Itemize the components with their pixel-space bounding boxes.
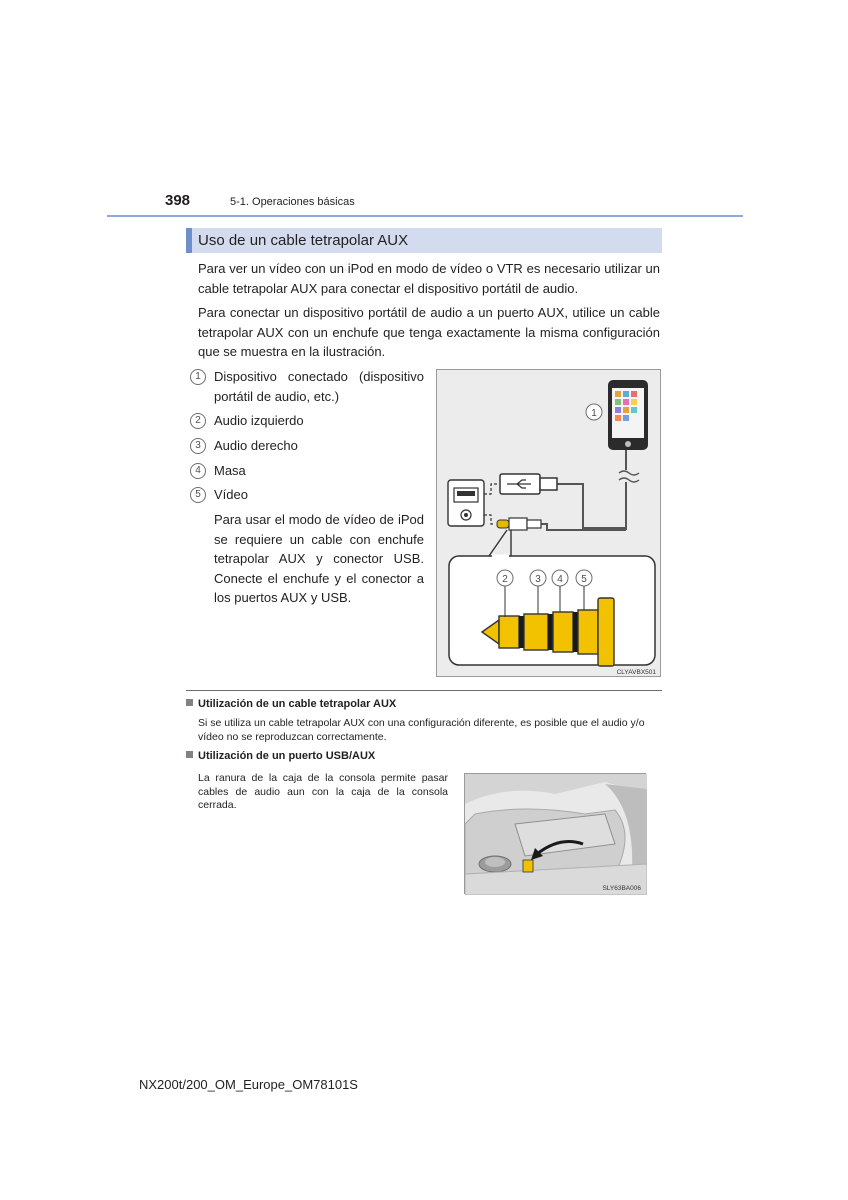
list-item-text: Audio derecho <box>214 438 298 453</box>
subsection-divider <box>186 690 662 691</box>
callout-number: 4 <box>190 463 206 479</box>
callout-number: 2 <box>190 413 206 429</box>
aux-cable-illustration <box>436 369 661 677</box>
subsection-text: Si se utiliza un cable tetrapolar AUX con una configuración diferente, es posible que el audio y/o vídeo no se reproduzcan correctamente. <box>198 717 645 743</box>
smartphone-icon <box>608 380 648 450</box>
callout-4-label: 4 <box>557 574 563 585</box>
list-item <box>190 411 426 431</box>
page-number: 398 <box>165 192 191 209</box>
bullet-square-icon <box>186 699 193 706</box>
callout-3-label: 3 <box>535 574 541 585</box>
list-item-text: Audio izquierdo <box>214 413 304 428</box>
subsection-title: Utilización de un puerto USB/AUX <box>198 750 376 762</box>
figure-code: SLY63BA006 <box>602 885 641 892</box>
callout-number: 5 <box>190 487 206 503</box>
list-item-text: Vídeo <box>214 487 248 502</box>
connect-paragraph: Para conectar un dispositivo portátil de audio a un puerto AUX, utilice un cable tetrapolar AUX con un enchufe que tenga exactamente la misma configuración que se muestra en la ilustración. <box>198 305 660 359</box>
list-item-text: Masa <box>214 463 246 478</box>
usb-aux-port-icon <box>448 480 484 526</box>
figure-code: CLYAVBX501 <box>616 669 656 676</box>
list-item-text: Dispositivo conectado (dispositivo portátil de audio, etc.) <box>214 369 424 404</box>
section-title: Uso de un cable tetrapolar AUX <box>198 232 409 249</box>
list-item <box>190 485 426 505</box>
callout-2-label: 2 <box>502 574 508 585</box>
list-item <box>190 436 426 456</box>
callout-1-label: 1 <box>591 408 597 419</box>
subsection-text: La ranura de la caja de la consola permite pasar cables de audio aun con la caja de la consola cerrada. <box>198 772 448 811</box>
breadcrumb: 5-1. Operaciones básicas <box>230 196 355 208</box>
intro-paragraph: Para ver un vídeo con un iPod en modo de vídeo o VTR es necesario utilizar un cable tetrapolar AUX para conectar el dispositivo portátil de audio. <box>198 261 660 296</box>
aux-mini-plug-icon <box>497 518 541 530</box>
console-box-illustration <box>464 773 646 894</box>
list-item-note <box>190 510 426 610</box>
usb-plug-icon <box>500 474 557 494</box>
callout-5-label: 5 <box>581 574 587 585</box>
list-item <box>190 367 426 407</box>
note-text: Para usar el modo de vídeo de iPod se requiere un cable con enchufe tetrapolar AUX y conector USB. Conecte el enchufe y el conector a los puertos AUX y USB. <box>214 512 424 605</box>
subsection-heading <box>186 750 375 762</box>
callout-number: 3 <box>190 438 206 454</box>
subsection-heading <box>186 698 396 710</box>
section-heading-bar <box>186 228 662 253</box>
section-accent <box>186 228 192 253</box>
document-id: NX200t/200_OM_Europe_OM78101S <box>139 1077 358 1092</box>
header-divider <box>107 215 743 217</box>
callout-number: 1 <box>190 369 206 385</box>
subsection-title: Utilización de un cable tetrapolar AUX <box>198 698 397 710</box>
bullet-square-icon <box>186 751 193 758</box>
list-item <box>190 461 426 481</box>
